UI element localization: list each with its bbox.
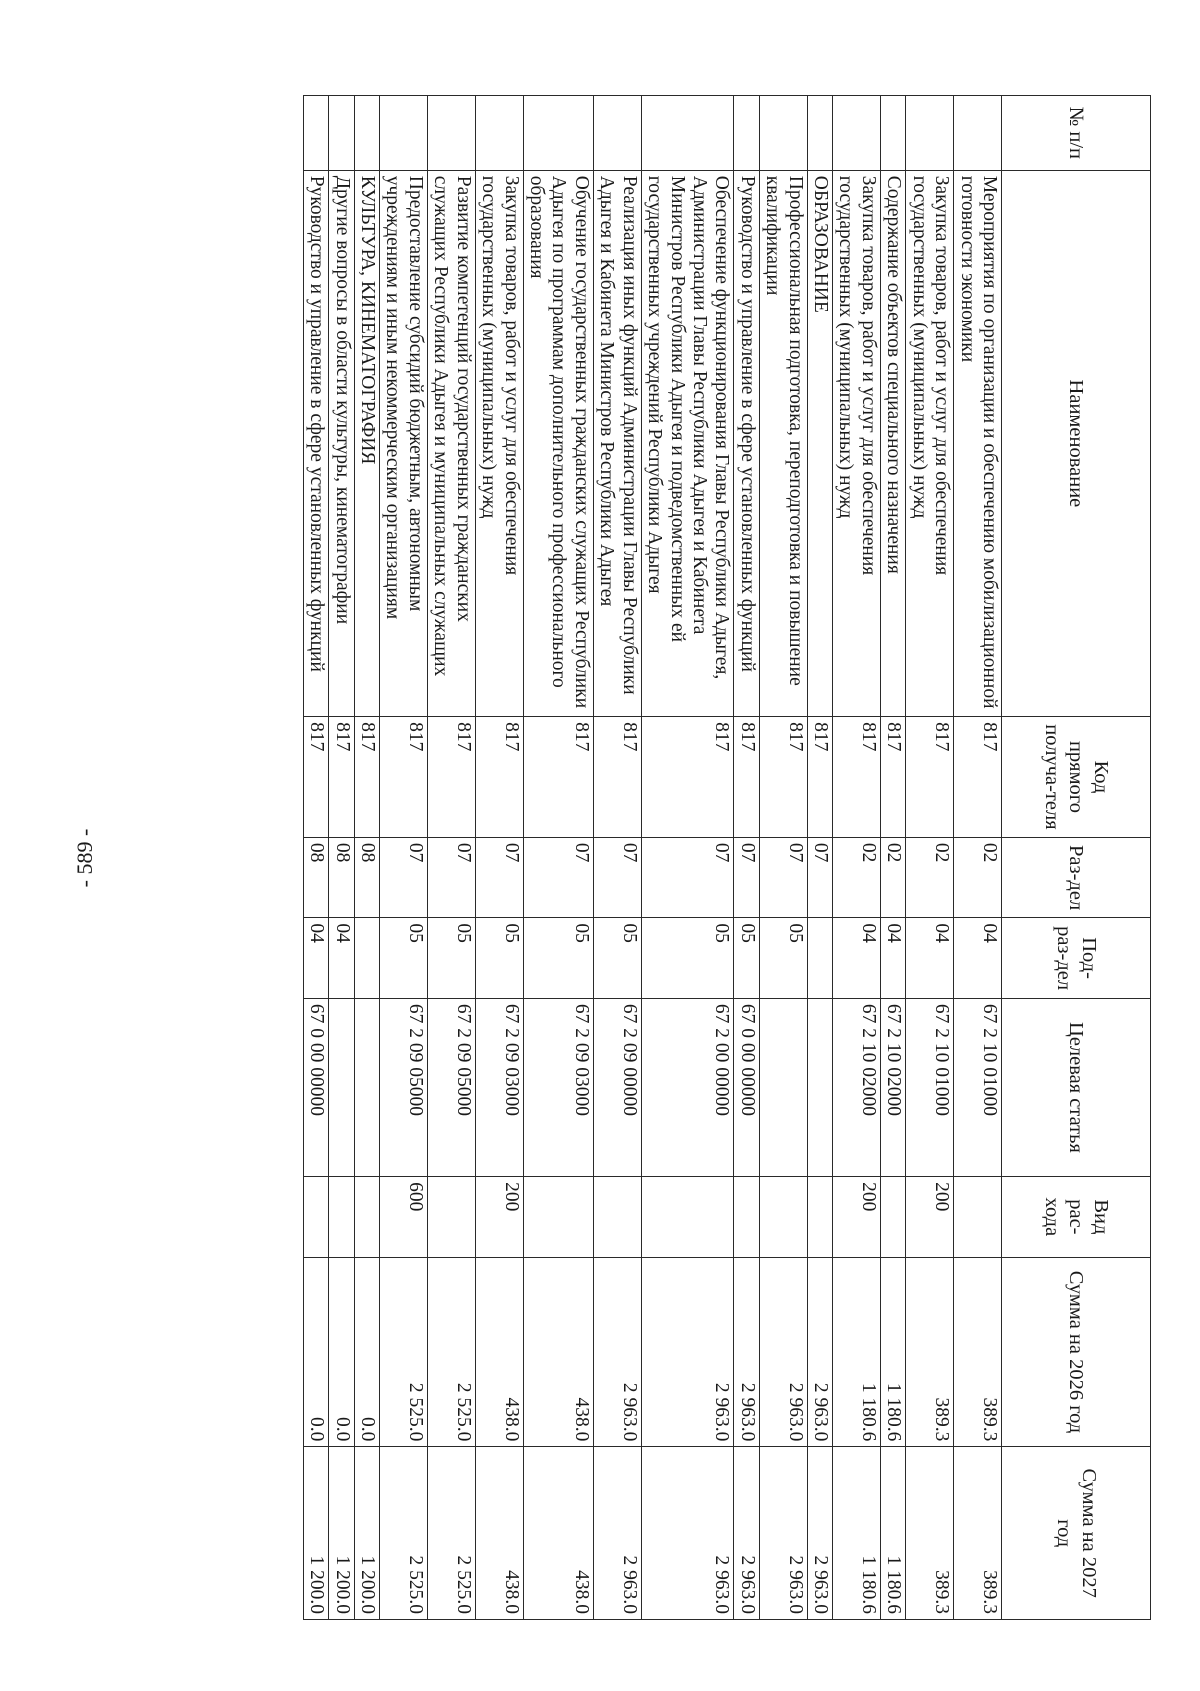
row-subsection-cell: 05	[734, 918, 759, 999]
table-row	[329, 96, 354, 1620]
row-target-article-cell: 67 2 10 02000	[833, 998, 881, 1176]
row-recipient-code-cell: 817	[523, 717, 593, 838]
row-sum-2027-cell: 389.3	[906, 1447, 954, 1620]
header-subsection: Под-раз-дел	[1002, 918, 1151, 999]
row-number-cell	[523, 96, 593, 171]
table-row	[475, 96, 523, 1620]
row-sum-2027-cell: 2 963.0	[641, 1447, 734, 1620]
row-number-cell	[329, 96, 354, 171]
row-recipient-code-cell: 817	[906, 717, 954, 838]
table-row	[880, 96, 905, 1620]
row-target-article-cell: 67 2 09 05000	[380, 998, 428, 1176]
header-sum-2026: Сумма на 2026 год	[1002, 1257, 1151, 1447]
row-number-cell	[906, 96, 954, 171]
row-subsection-cell	[354, 918, 379, 999]
row-number-cell	[380, 96, 428, 171]
table-row	[523, 96, 593, 1620]
row-sum-2027-cell: 1 200.0	[303, 1447, 328, 1620]
row-section-cell: 08	[329, 837, 354, 918]
row-section-cell: 08	[303, 837, 328, 918]
row-name-cell: Руководство и управление в сфере установленных функций	[734, 170, 759, 716]
table-row	[906, 96, 954, 1620]
row-name-cell: КУЛЬТУРА, КИНЕМАТОГРАФИЯ	[354, 170, 379, 716]
row-number-cell	[641, 96, 734, 171]
row-sum-2026-cell: 389.3	[906, 1257, 954, 1447]
row-sum-2027-cell: 438.0	[523, 1447, 593, 1620]
row-subsection-cell: 05	[593, 918, 641, 999]
header-recipient-code: Код прямого получа-теля	[1002, 717, 1151, 838]
table-body	[303, 96, 1001, 1620]
row-number-cell	[734, 96, 759, 171]
row-number-cell	[303, 96, 328, 171]
row-sum-2027-cell: 438.0	[475, 1447, 523, 1620]
row-section-cell: 02	[906, 837, 954, 918]
row-expense-type-cell: 600	[380, 1177, 428, 1258]
row-target-article-cell: 67 2 10 01000	[906, 998, 954, 1176]
row-name-cell: Обеспечение функционирования Главы Республики Адыгея, Администрации Главы Республики Адыгея и Кабинета Министров Республики Адыгея и подведомственных ей государственных учреждений Республики Адыгея	[641, 170, 734, 716]
row-target-article-cell: 67 2 10 01000	[954, 998, 1002, 1176]
row-target-article-cell: 67 2 09 05000	[427, 998, 475, 1176]
table-header-row	[1002, 96, 1151, 1620]
row-subsection-cell: 04	[906, 918, 954, 999]
row-target-article-cell	[354, 998, 379, 1176]
row-recipient-code-cell: 817	[593, 717, 641, 838]
row-number-cell	[807, 96, 832, 171]
row-section-cell: 02	[954, 837, 1002, 918]
row-sum-2027-cell: 2 963.0	[759, 1447, 807, 1620]
header-target-article: Целевая статья	[1002, 998, 1151, 1176]
row-section-cell: 07	[427, 837, 475, 918]
page-number: - 589 -	[72, 828, 97, 888]
row-section-cell: 08	[354, 837, 379, 918]
row-name-cell: Содержание объектов специального назначения	[880, 170, 905, 716]
row-recipient-code-cell: 817	[954, 717, 1002, 838]
row-recipient-code-cell: 817	[427, 717, 475, 838]
header-sum-2027: Сумма на 2027 год	[1002, 1447, 1151, 1620]
row-target-article-cell	[807, 998, 832, 1176]
row-sum-2027-cell: 2 963.0	[734, 1447, 759, 1620]
row-sum-2027-cell: 2 963.0	[593, 1447, 641, 1620]
row-section-cell: 07	[807, 837, 832, 918]
row-expense-type-cell	[329, 1177, 354, 1258]
row-sum-2026-cell: 389.3	[954, 1257, 1002, 1447]
row-subsection-cell: 04	[329, 918, 354, 999]
row-subsection-cell: 05	[523, 918, 593, 999]
row-target-article-cell: 67 0 00 00000	[303, 998, 328, 1176]
row-section-cell: 02	[880, 837, 905, 918]
row-expense-type-cell	[593, 1177, 641, 1258]
row-sum-2026-cell: 2 963.0	[593, 1257, 641, 1447]
row-sum-2026-cell: 438.0	[523, 1257, 593, 1447]
row-name-cell: Закупка товаров, работ и услуг для обеспечения государственных (муниципальных) нужд	[475, 170, 523, 716]
row-target-article-cell: 67 2 09 00000	[593, 998, 641, 1176]
row-expense-type-cell	[523, 1177, 593, 1258]
row-sum-2027-cell: 2 963.0	[807, 1447, 832, 1620]
row-sum-2026-cell: 0.0	[303, 1257, 328, 1447]
row-target-article-cell: 67 2 09 03000	[523, 998, 593, 1176]
rotated-table-container	[94, 95, 1151, 1620]
row-section-cell: 07	[380, 837, 428, 918]
row-expense-type-cell	[954, 1177, 1002, 1258]
row-sum-2026-cell: 1 180.6	[880, 1257, 905, 1447]
row-sum-2027-cell: 1 180.6	[880, 1447, 905, 1620]
row-subsection-cell: 04	[880, 918, 905, 999]
row-sum-2026-cell: 2 963.0	[734, 1257, 759, 1447]
row-recipient-code-cell: 817	[807, 717, 832, 838]
row-sum-2026-cell: 2 525.0	[380, 1257, 428, 1447]
row-number-cell	[593, 96, 641, 171]
row-sum-2026-cell: 2 963.0	[759, 1257, 807, 1447]
table-row	[759, 96, 807, 1620]
table-row	[807, 96, 832, 1620]
row-target-article-cell	[329, 998, 354, 1176]
row-number-cell	[759, 96, 807, 171]
row-number-cell	[954, 96, 1002, 171]
row-name-cell: Другие вопросы в области культуры, кинематографии	[329, 170, 354, 716]
row-target-article-cell: 67 2 10 02000	[880, 998, 905, 1176]
row-name-cell: Профессиональная подготовка, переподготовка и повышение квалификации	[759, 170, 807, 716]
row-expense-type-cell	[641, 1177, 734, 1258]
row-section-cell: 07	[523, 837, 593, 918]
row-subsection-cell: 05	[380, 918, 428, 999]
row-sum-2026-cell: 0.0	[354, 1257, 379, 1447]
row-sum-2026-cell: 1 180.6	[833, 1257, 881, 1447]
row-name-cell: Закупка товаров, работ и услуг для обеспечения государственных (муниципальных) нужд	[833, 170, 881, 716]
row-name-cell: Реализация иных функций Администрации Главы Республики Адыгея и Кабинета Министров Республики Адыгея	[593, 170, 641, 716]
row-recipient-code-cell: 817	[475, 717, 523, 838]
row-number-cell	[354, 96, 379, 171]
row-recipient-code-cell: 817	[833, 717, 881, 838]
row-recipient-code-cell: 817	[380, 717, 428, 838]
row-subsection-cell: 04	[954, 918, 1002, 999]
row-name-cell: Предоставление субсидий бюджетным, автономным учреждениям и иным некоммерческим организациям	[380, 170, 428, 716]
row-sum-2027-cell: 389.3	[954, 1447, 1002, 1620]
row-number-cell	[880, 96, 905, 171]
row-sum-2027-cell: 2 525.0	[380, 1447, 428, 1620]
row-expense-type-cell	[759, 1177, 807, 1258]
row-sum-2027-cell: 1 200.0	[354, 1447, 379, 1620]
header-expense-type: Вид рас-хода	[1002, 1177, 1151, 1258]
table-row	[641, 96, 734, 1620]
row-name-cell: Руководство и управление в сфере установленных функций	[303, 170, 328, 716]
row-expense-type-cell: 200	[833, 1177, 881, 1258]
budget-table	[303, 95, 1151, 1620]
row-sum-2026-cell: 438.0	[475, 1257, 523, 1447]
row-sum-2027-cell: 1 180.6	[833, 1447, 881, 1620]
table-row	[833, 96, 881, 1620]
row-subsection-cell: 04	[303, 918, 328, 999]
row-expense-type-cell	[807, 1177, 832, 1258]
row-subsection-cell: 05	[475, 918, 523, 999]
row-name-cell: Обучение государственных гражданских служащих Республики Адыгея по программам дополнительного профессионального образования	[523, 170, 593, 716]
row-target-article-cell: 67 2 09 03000	[475, 998, 523, 1176]
row-expense-type-cell	[427, 1177, 475, 1258]
row-subsection-cell	[807, 918, 832, 999]
row-section-cell: 07	[641, 837, 734, 918]
row-name-cell: ОБРАЗОВАНИЕ	[807, 170, 832, 716]
table-row	[427, 96, 475, 1620]
row-recipient-code-cell: 817	[303, 717, 328, 838]
row-section-cell: 02	[833, 837, 881, 918]
row-section-cell: 07	[759, 837, 807, 918]
row-recipient-code-cell: 817	[759, 717, 807, 838]
row-sum-2026-cell: 2 525.0	[427, 1257, 475, 1447]
row-name-cell: Мероприятия по организации и обеспечению мобилизационной готовности экономики	[954, 170, 1002, 716]
row-expense-type-cell: 200	[906, 1177, 954, 1258]
table-row	[354, 96, 379, 1620]
row-subsection-cell: 04	[833, 918, 881, 999]
row-target-article-cell: 67 0 00 00000	[734, 998, 759, 1176]
row-subsection-cell: 05	[641, 918, 734, 999]
header-no: № п/п	[1002, 96, 1151, 171]
row-recipient-code-cell: 817	[641, 717, 734, 838]
row-section-cell: 07	[475, 837, 523, 918]
table-row	[593, 96, 641, 1620]
row-recipient-code-cell: 817	[734, 717, 759, 838]
row-sum-2027-cell: 1 200.0	[329, 1447, 354, 1620]
row-subsection-cell: 05	[759, 918, 807, 999]
row-expense-type-cell: 200	[475, 1177, 523, 1258]
row-expense-type-cell	[354, 1177, 379, 1258]
row-section-cell: 07	[593, 837, 641, 918]
row-number-cell	[427, 96, 475, 171]
row-target-article-cell: 67 2 00 00000	[641, 998, 734, 1176]
row-subsection-cell: 05	[427, 918, 475, 999]
row-expense-type-cell	[734, 1177, 759, 1258]
row-sum-2027-cell: 2 525.0	[427, 1447, 475, 1620]
row-section-cell: 07	[734, 837, 759, 918]
table-row	[954, 96, 1002, 1620]
table-row	[734, 96, 759, 1620]
header-name: Наименование	[1002, 170, 1151, 716]
row-number-cell	[475, 96, 523, 171]
row-target-article-cell	[759, 998, 807, 1176]
table-row	[380, 96, 428, 1620]
table-row	[303, 96, 328, 1620]
row-sum-2026-cell: 2 963.0	[641, 1257, 734, 1447]
row-recipient-code-cell: 817	[329, 717, 354, 838]
row-expense-type-cell	[303, 1177, 328, 1258]
row-number-cell	[833, 96, 881, 171]
row-sum-2026-cell: 2 963.0	[807, 1257, 832, 1447]
row-sum-2026-cell: 0.0	[329, 1257, 354, 1447]
row-name-cell: Закупка товаров, работ и услуг для обеспечения государственных (муниципальных) нужд	[906, 170, 954, 716]
row-recipient-code-cell: 817	[880, 717, 905, 838]
header-section: Раз-дел	[1002, 837, 1151, 918]
row-name-cell: Развитие компетенций государственных гражданских служащих Республики Адыгея и муниципальных служащих	[427, 170, 475, 716]
row-recipient-code-cell: 817	[354, 717, 379, 838]
row-expense-type-cell	[880, 1177, 905, 1258]
